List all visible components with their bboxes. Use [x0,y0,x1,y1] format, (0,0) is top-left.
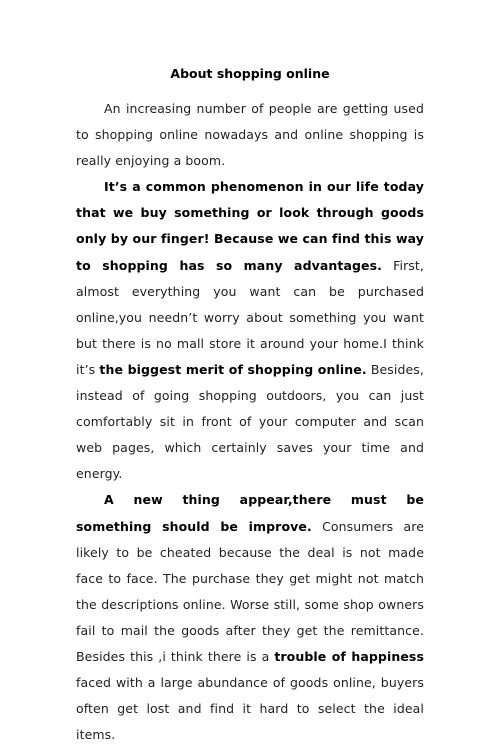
paragraph-1 [76,96,424,174]
paragraph-2 [76,174,424,487]
document-title: About shopping online [170,66,330,81]
paragraph-3-bold-intro: A new thing appear,there must be something should be improve. [76,492,424,534]
document-page [76,62,424,748]
paragraph-3 [76,487,424,748]
paragraph-3-bold-phrase: trouble of happiness [274,648,424,664]
paragraph-3-text-a: Consumers are likely to be cheated because the deal is not made face to face. The purchase they get might not match the descriptions online. Worse still, some shop owners fail to mail the goods after they get the remittance. Besides this ,i think there is a [76,518,424,664]
paragraph-2-bold-merit: the biggest merit of shopping online. [99,361,367,377]
paragraph-2-bold-intro: It’s a common phenomenon in our life today that we buy something or look through goods only by our finger! Because we can find this way to shopping has so many advantages. [76,179,424,273]
paragraph-3-text-b: faced with a large abundance of goods online, buyers often get lost and find it hard to select the ideal items. [76,675,424,743]
paragraph-1-text: An increasing number of people are getting used to shopping online nowadays and online shopping is really enjoying a boom. [76,101,424,169]
paragraph-2-text-b: Besides, instead of going shopping outdoors, you can just comfortably sit in front of your computer and scan web pages, which certainly saves your time and energy. [76,361,424,482]
paragraph-2-text-a: First, almost everything you want can be purchased online,you needn’t worry about something you want but there is no mall store it around your home.I think it’s [76,257,424,377]
